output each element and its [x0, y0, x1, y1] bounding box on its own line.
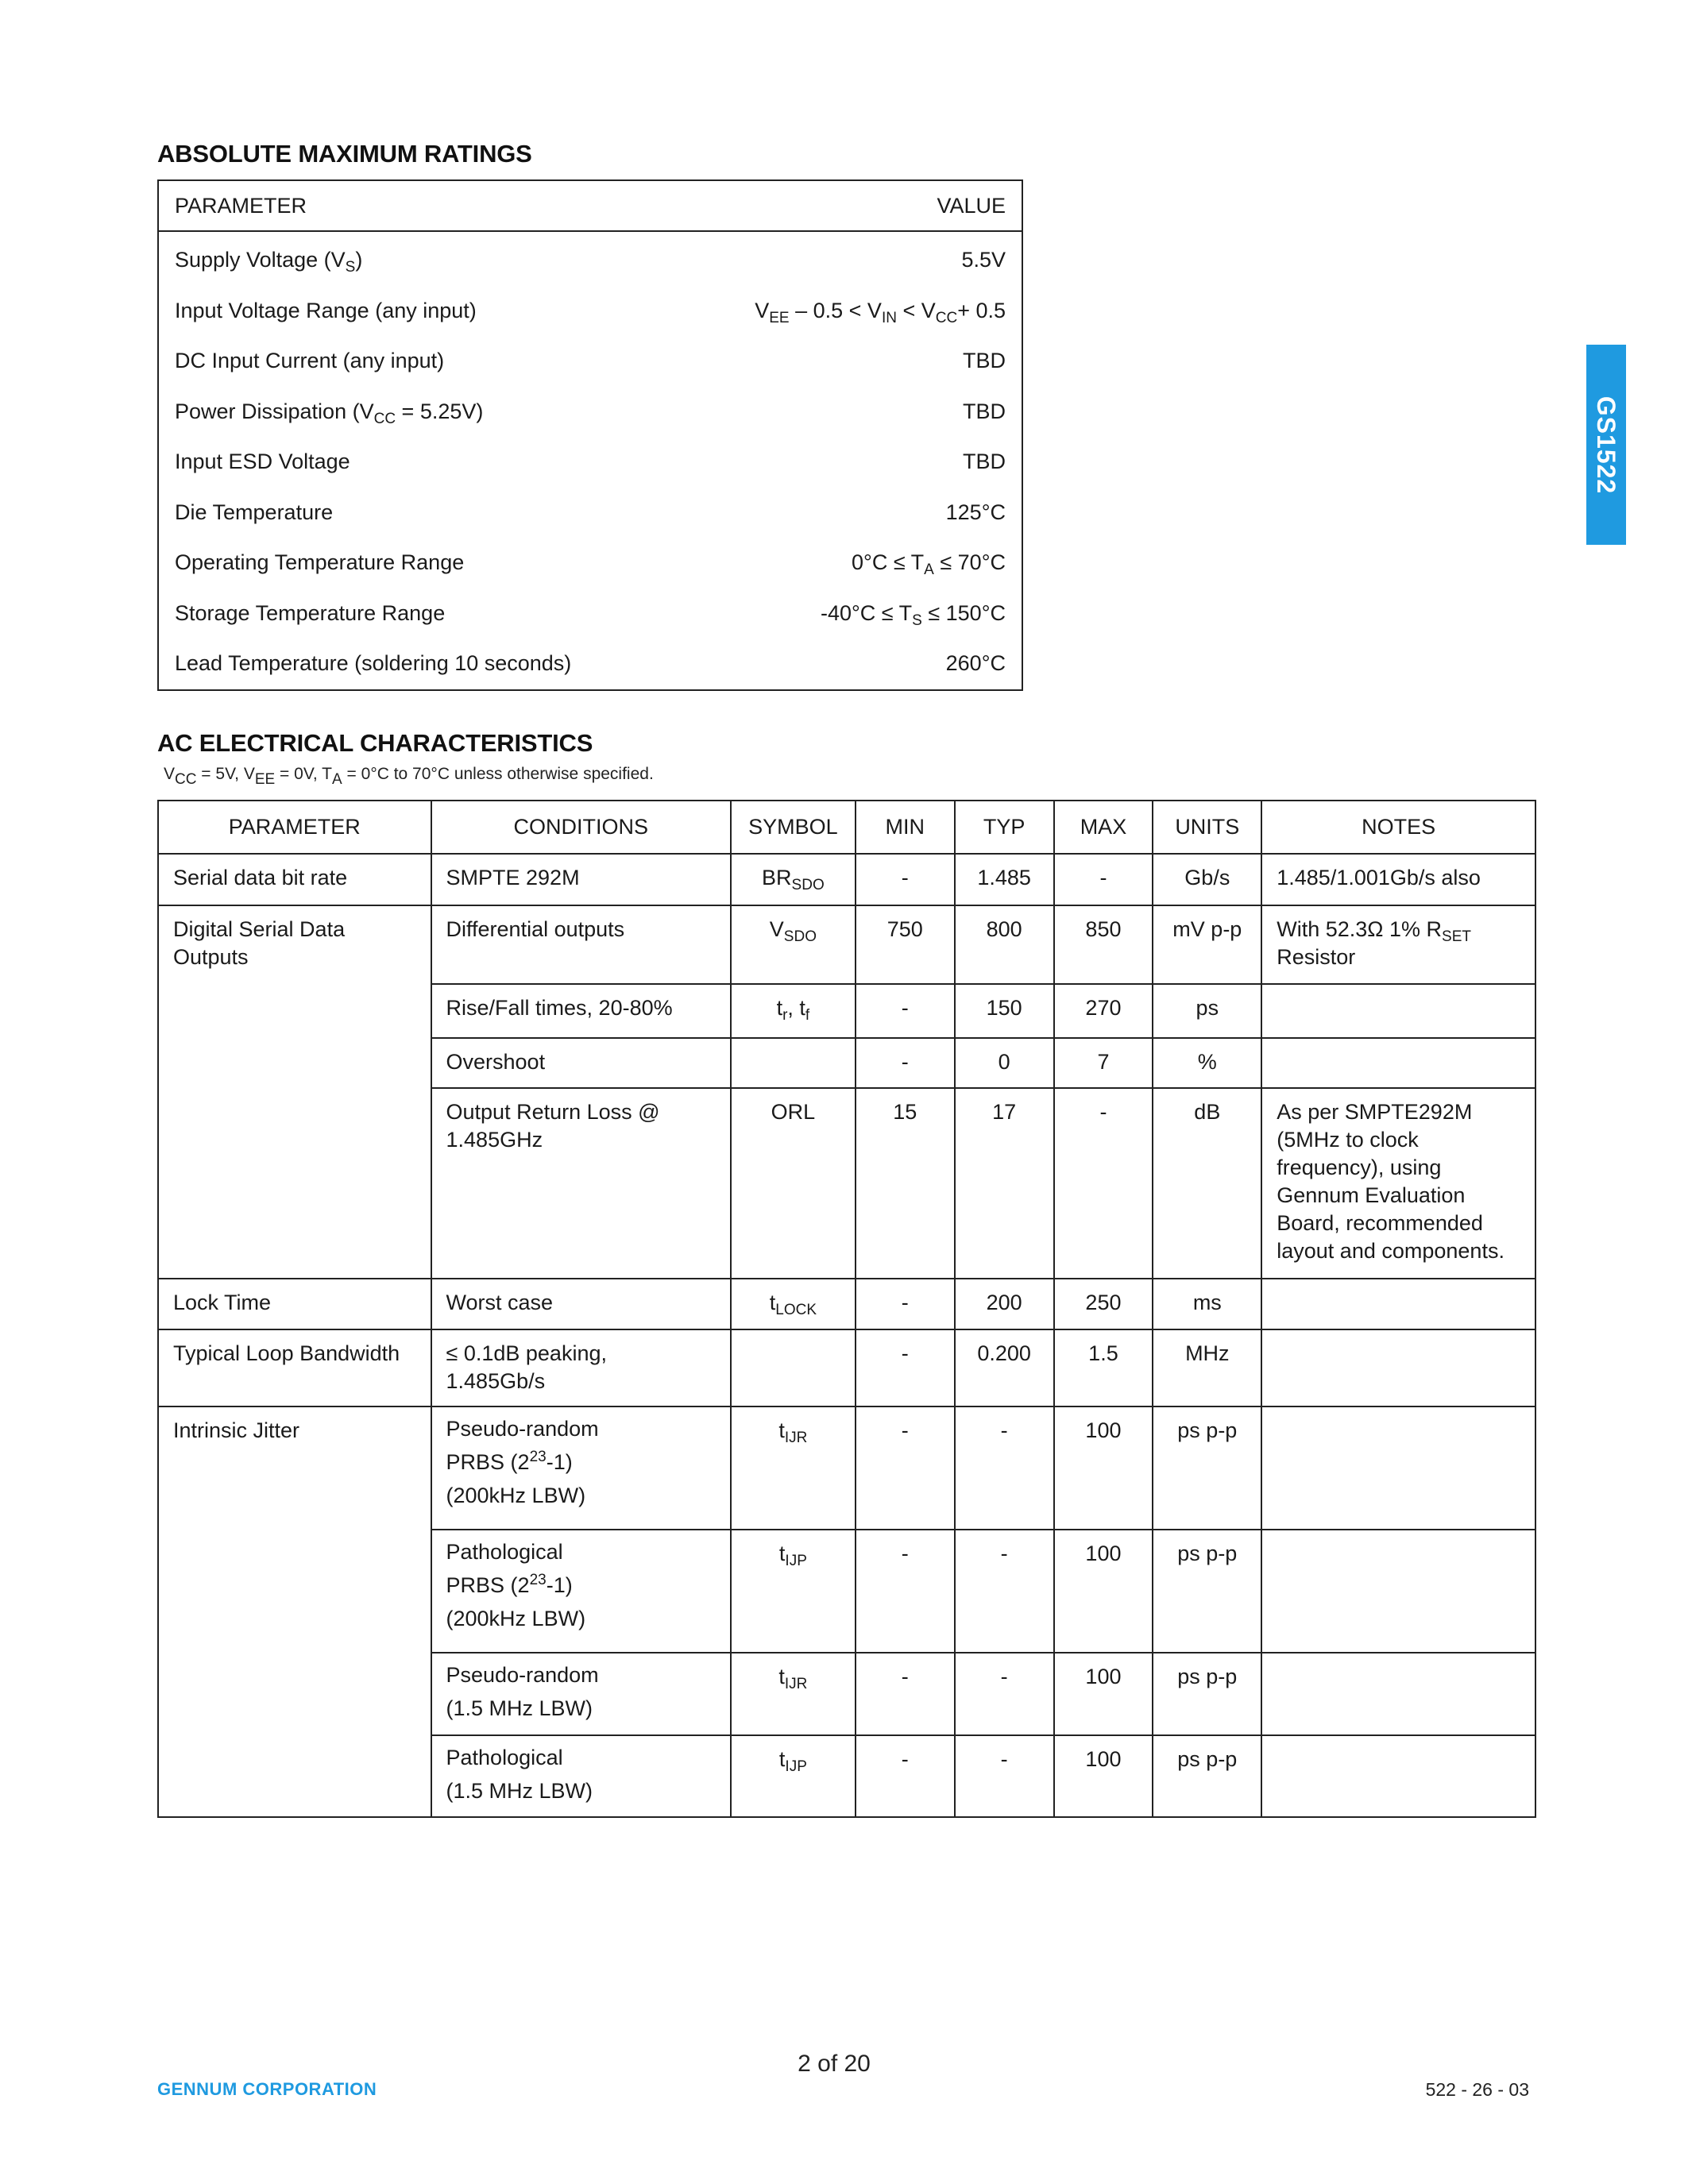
cell-conditions: SMPTE 292M — [431, 854, 731, 905]
table-row — [158, 854, 1535, 905]
symbol-sub: SDO — [791, 877, 825, 893]
cell-typ: 800 — [955, 905, 1054, 984]
cell-min: - — [856, 1735, 955, 1817]
conditions-line: Pseudo-random — [446, 1417, 599, 1441]
value-part: < V — [896, 298, 936, 322]
value-part: TBD — [963, 349, 1006, 373]
param-part: Input ESD Voltage — [175, 450, 350, 474]
cell-units: ps p-p — [1153, 1735, 1261, 1817]
side-tab-label: GS1522 — [1592, 396, 1621, 494]
cell-max: 100 — [1054, 1530, 1153, 1653]
cell-parameter — [158, 905, 431, 1279]
cell-units: mV p-p — [1153, 905, 1261, 984]
ac-header-notes: NOTES — [1261, 801, 1535, 854]
abs-cell-parameter — [158, 437, 678, 488]
cell-notes — [1261, 905, 1535, 984]
abs-cell-parameter — [158, 286, 678, 337]
abs-cell-parameter — [158, 588, 678, 639]
cell-typ: - — [955, 1530, 1054, 1653]
cell-parameter: Typical Loop Bandwidth — [158, 1329, 431, 1406]
conditions-line: 1.485GHz — [446, 1128, 543, 1152]
notes-line: Gennum Evaluation — [1277, 1183, 1466, 1207]
abs-cell-value — [678, 336, 1022, 387]
ac-header-conditions: CONDITIONS — [431, 801, 731, 854]
table-row — [158, 538, 1022, 588]
notes-line: (5MHz to clock — [1277, 1128, 1419, 1152]
abs-cell-value — [678, 231, 1022, 286]
param-sub: CC — [373, 410, 396, 427]
cell-notes: 1.485/1.001Gb/s also — [1261, 854, 1535, 905]
param-part: Supply Voltage (V — [175, 248, 346, 272]
cell-units: ps p-p — [1153, 1653, 1261, 1735]
symbol-main: BR — [762, 866, 792, 889]
cell-conditions: Overshoot — [431, 1038, 731, 1088]
abs-cell-value — [678, 488, 1022, 538]
abs-cell-parameter — [158, 336, 678, 387]
cell-conditions — [431, 1735, 731, 1817]
cell-min: - — [856, 1038, 955, 1088]
cell-symbol — [731, 1735, 856, 1817]
cell-parameter: Serial data bit rate — [158, 854, 431, 905]
ac-title: AC ELECTRICAL CHARACTERISTICS — [157, 729, 593, 757]
value-sub: EE — [769, 309, 790, 326]
cell-max: 1.5 — [1054, 1329, 1153, 1406]
table-row — [158, 1329, 1535, 1406]
cell-notes — [1261, 1038, 1535, 1088]
value-part: 0°C ≤ T — [852, 550, 925, 575]
param-part: = 5.25V) — [396, 399, 484, 423]
value-part: TBD — [963, 450, 1006, 474]
notes-part: With 52.3Ω 1% R — [1277, 917, 1443, 941]
abs-cell-parameter — [158, 488, 678, 538]
note-part: = 0°C to 70°C unless otherwise specified. — [342, 765, 654, 783]
note-part: V — [164, 765, 176, 783]
note-part: = 5V, V — [196, 765, 255, 783]
value-part: – 0.5 < V — [789, 298, 882, 322]
cell-min: - — [856, 1279, 955, 1329]
abs-cell-parameter — [158, 538, 678, 588]
param-sub: S — [345, 259, 356, 276]
symbol-main: t — [778, 1665, 785, 1688]
value-sub: A — [924, 561, 934, 579]
cell-notes — [1261, 1735, 1535, 1817]
cell-typ: 0.200 — [955, 1329, 1054, 1406]
value-sub: IN — [881, 309, 897, 326]
note-sub: CC — [175, 771, 197, 788]
ac-header-units: UNITS — [1153, 801, 1261, 854]
conditions-line: 1.485Gb/s — [446, 1369, 546, 1393]
note-sub: A — [332, 771, 342, 788]
param-line: Digital Serial Data — [173, 917, 346, 941]
symbol-main: t — [778, 1542, 786, 1565]
cell-max: 850 — [1054, 905, 1153, 984]
cell-conditions: Worst case — [431, 1279, 731, 1329]
cell-min: - — [856, 1406, 955, 1530]
cell-typ: 1.485 — [955, 854, 1054, 905]
value-sub: CC — [935, 309, 958, 326]
cell-conditions — [431, 1329, 731, 1406]
conditions-line: Output Return Loss @ — [446, 1100, 660, 1124]
table-row — [158, 387, 1022, 438]
cell-max: - — [1054, 1088, 1153, 1279]
conditions-line: (200kHz LBW) — [446, 1607, 586, 1630]
ac-characteristics-table — [157, 800, 1536, 1818]
abs-cell-parameter — [158, 639, 678, 690]
cell-min: - — [856, 984, 955, 1038]
ac-header-parameter: PARAMETER — [158, 801, 431, 854]
table-row — [158, 639, 1022, 690]
cell-units: Gb/s — [1153, 854, 1261, 905]
company-name: GENNUM CORPORATION — [157, 2079, 377, 2099]
cell-symbol — [731, 1279, 856, 1329]
conditions-line: (200kHz LBW) — [446, 1484, 586, 1507]
symbol-sub: r — [782, 1007, 788, 1024]
cell-conditions: Rise/Fall times, 20-80% — [431, 984, 731, 1038]
symbol-main: V — [769, 917, 784, 941]
cell-min: - — [856, 1329, 955, 1406]
cell-notes — [1261, 984, 1535, 1038]
cell-min: 750 — [856, 905, 955, 984]
symbol-sub: IJR — [784, 1430, 808, 1446]
cell-symbol — [731, 1530, 856, 1653]
cell-symbol — [731, 1038, 856, 1088]
cell-notes — [1261, 1530, 1535, 1653]
conditions-part: -1) — [546, 1450, 573, 1474]
table-row — [158, 336, 1022, 387]
conditions-part: PRBS (2 — [446, 1450, 530, 1474]
cell-conditions — [431, 1653, 731, 1735]
param-part: DC Input Current (any input) — [175, 349, 445, 373]
param-part: Input Voltage Range (any input) — [175, 298, 477, 322]
cell-symbol — [731, 984, 856, 1038]
value-part: 125°C — [945, 500, 1006, 524]
conditions-part: PRBS (2 — [446, 1573, 530, 1597]
symbol-sub: IJR — [784, 1676, 808, 1692]
symbol-main: t — [778, 1418, 785, 1442]
cell-units: MHz — [1153, 1329, 1261, 1406]
notes-line: frequency), using — [1277, 1156, 1442, 1179]
ac-header-typ: TYP — [955, 801, 1054, 854]
cell-units: ps p-p — [1153, 1530, 1261, 1653]
cell-max: 7 — [1054, 1038, 1153, 1088]
param-part: Operating Temperature Range — [175, 550, 465, 575]
table-row — [158, 437, 1022, 488]
abs-cell-value — [678, 588, 1022, 639]
cell-max: 100 — [1054, 1406, 1153, 1530]
cell-min: - — [856, 1653, 955, 1735]
cell-typ: - — [955, 1406, 1054, 1530]
cell-parameter: Intrinsic Jitter — [158, 1406, 431, 1817]
ac-header-min: MIN — [856, 801, 955, 854]
symbol-sub: f — [805, 1007, 810, 1024]
cell-max: 250 — [1054, 1279, 1153, 1329]
cell-notes — [1261, 1279, 1535, 1329]
cell-max: - — [1054, 854, 1153, 905]
conditions-part: -1) — [546, 1573, 573, 1597]
notes-sub: SET — [1442, 928, 1471, 945]
cell-typ: - — [955, 1735, 1054, 1817]
symbol-main: t — [776, 996, 783, 1020]
cell-units: ms — [1153, 1279, 1261, 1329]
table-row — [158, 588, 1022, 639]
abs-cell-value — [678, 437, 1022, 488]
cell-symbol — [731, 854, 856, 905]
abs-cell-parameter — [158, 387, 678, 438]
cell-units: % — [1153, 1038, 1261, 1088]
conditions-line: Pseudo-random — [446, 1663, 599, 1687]
symbol-main: , t — [787, 996, 805, 1020]
cell-max: 270 — [1054, 984, 1153, 1038]
abs-max-body — [158, 231, 1022, 690]
cell-notes — [1261, 1329, 1535, 1406]
abs-cell-value — [678, 538, 1022, 588]
table-row — [158, 488, 1022, 538]
notes-line: Board, recommended — [1277, 1211, 1483, 1235]
abs-max-table — [157, 179, 1023, 691]
cell-parameter: Lock Time — [158, 1279, 431, 1329]
cell-typ: 150 — [955, 984, 1054, 1038]
table-row — [158, 905, 1535, 984]
cell-typ: - — [955, 1653, 1054, 1735]
value-part: 260°C — [945, 651, 1006, 676]
param-part: Die Temperature — [175, 500, 334, 524]
table-row — [158, 286, 1022, 337]
cell-min: 15 — [856, 1088, 955, 1279]
notes-part: Resistor — [1277, 945, 1356, 969]
conditions-sup: 23 — [529, 1572, 547, 1588]
cell-min: - — [856, 1530, 955, 1653]
abs-max-header-row — [158, 180, 1022, 231]
symbol-sub: SDO — [783, 928, 817, 945]
symbol-main: t — [769, 1291, 776, 1314]
cell-conditions — [431, 1406, 731, 1530]
conditions-sup: 23 — [529, 1449, 547, 1465]
symbol-sub: IJP — [785, 1758, 807, 1775]
cell-min: - — [856, 854, 955, 905]
cell-notes — [1261, 1653, 1535, 1735]
cell-conditions — [431, 1530, 731, 1653]
note-part: = 0V, T — [275, 765, 333, 783]
cell-max: 100 — [1054, 1653, 1153, 1735]
ac-header-symbol: SYMBOL — [731, 801, 856, 854]
cell-conditions: Differential outputs — [431, 905, 731, 984]
document-number: 522 - 26 - 03 — [1425, 2079, 1529, 2100]
abs-max-title: ABSOLUTE MAXIMUM RATINGS — [157, 140, 532, 168]
cell-units: ps p-p — [1153, 1406, 1261, 1530]
param-part: Power Dissipation (V — [175, 399, 374, 423]
cell-typ: 0 — [955, 1038, 1054, 1088]
cell-symbol — [731, 905, 856, 984]
value-sub: S — [912, 612, 922, 629]
ac-header-row — [158, 801, 1535, 854]
cell-conditions — [431, 1088, 731, 1279]
param-part: Storage Temperature Range — [175, 600, 446, 625]
conditions-line: Pathological — [446, 1540, 563, 1564]
cell-symbol — [731, 1406, 856, 1530]
abs-cell-parameter — [158, 231, 678, 286]
side-tab — [1586, 345, 1626, 545]
value-part: TBD — [963, 399, 1006, 423]
symbol-sub: LOCK — [775, 1302, 817, 1318]
symbol-main: t — [778, 1747, 786, 1771]
symbol-sub: IJP — [785, 1553, 807, 1569]
cell-symbol: ORL — [731, 1088, 856, 1279]
page-number: 2 of 20 — [798, 2051, 871, 2077]
value-part: V — [755, 298, 770, 322]
cell-symbol — [731, 1329, 856, 1406]
param-part: Lead Temperature (soldering 10 seconds) — [175, 651, 572, 676]
cell-typ: 200 — [955, 1279, 1054, 1329]
cell-notes — [1261, 1088, 1535, 1279]
cell-units: ps — [1153, 984, 1261, 1038]
abs-cell-value — [678, 639, 1022, 690]
ac-conditions-note — [164, 765, 654, 788]
abs-cell-value — [678, 286, 1022, 337]
abs-header-parameter: PARAMETER — [158, 180, 678, 231]
conditions-line: ≤ 0.1dB peaking, — [446, 1341, 607, 1365]
notes-line: layout and components. — [1277, 1239, 1505, 1263]
conditions-line: (1.5 MHz LBW) — [446, 1696, 593, 1720]
cell-units: dB — [1153, 1088, 1261, 1279]
value-part: -40°C ≤ T — [820, 600, 913, 625]
conditions-line: (1.5 MHz LBW) — [446, 1779, 593, 1803]
table-row — [158, 1406, 1535, 1530]
cell-notes — [1261, 1406, 1535, 1530]
note-sub: EE — [254, 771, 276, 788]
cell-symbol — [731, 1653, 856, 1735]
notes-line: As per SMPTE292M — [1277, 1100, 1473, 1124]
value-part: ≤ 70°C — [933, 550, 1006, 575]
cell-typ: 17 — [955, 1088, 1054, 1279]
table-row — [158, 231, 1022, 286]
ac-header-max: MAX — [1054, 801, 1153, 854]
table-row — [158, 1279, 1535, 1329]
param-part: ) — [355, 248, 363, 272]
abs-header-value: VALUE — [678, 180, 1022, 231]
conditions-line: Pathological — [446, 1746, 563, 1769]
value-part: 5.5V — [961, 248, 1006, 272]
value-part: ≤ 150°C — [921, 600, 1006, 625]
abs-cell-value — [678, 387, 1022, 438]
value-part: + 0.5 — [957, 298, 1006, 322]
cell-max: 100 — [1054, 1735, 1153, 1817]
param-line: Outputs — [173, 945, 249, 969]
